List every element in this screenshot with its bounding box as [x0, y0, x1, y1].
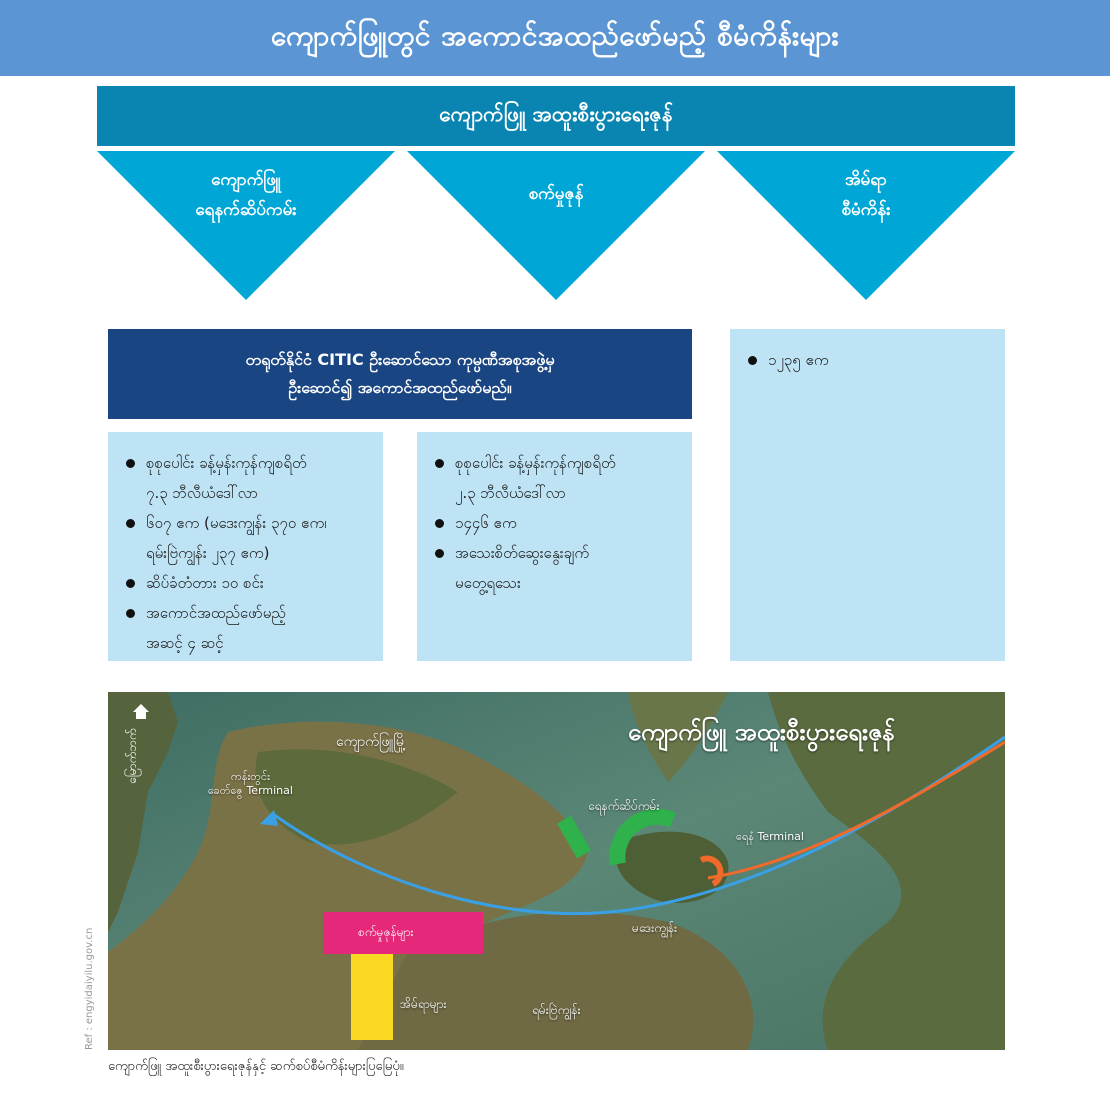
- north-label: မြောက်ဘက်: [125, 728, 139, 784]
- component-housing-label: အိမ်ရာ စီမံကိန်း: [841, 170, 891, 220]
- component-industrial-label: စက်မှုဇုန်: [528, 184, 584, 204]
- list-item: အသေးစိတ်ဆွေးနွေးချက် မတွေ့ရသေး: [431, 538, 678, 598]
- list-item: ၁၂၃၅ ဧက: [744, 345, 991, 375]
- citic-note: တရုတ်နိုင်ငံ CITIC ဦးဆောင်သော ကုမ္ပဏီအစုအဖွဲ့မှ ဦးဆောင်၍ အကောင်အထည်ဖော်မည်။: [108, 329, 692, 419]
- sez-header-bar: ကျောက်ဖြူ အထူးစီးပွားရေးဇုန်: [97, 86, 1015, 146]
- terminal-label: ကန်းတွင်း ခေတ်ဇွေ Terminal: [208, 770, 293, 797]
- component-port-triangle: [97, 151, 395, 301]
- list-item: ၁၄၄၆ ဧက: [431, 508, 678, 538]
- list-item: စုစုပေါင်း ခန့်မှန်းကုန်ကျစရိတ် ၂.၃ ဘီလီယံဒေါ်လာ: [431, 448, 678, 508]
- list-item: ဆိပ်ခံတံတား ၁၀ စင်း: [122, 568, 369, 598]
- sez-map: [108, 692, 1005, 1050]
- component-industrial-triangle: [407, 151, 705, 301]
- map-title: ကျောက်ဖြူ အထူးစီးပွားရေးဇုန်: [628, 718, 895, 746]
- housing-label: အိမ်ရာများ: [400, 997, 447, 1011]
- map-caption: ကျောက်ဖြူ အထူးစီးပွားရေးဇုန်နှင့် ဆက်စပ်စီမံကိန်းများပြမြေပုံ။: [108, 1059, 404, 1074]
- list-item: အကောင်အထည်ဖော်မည့် အဆင့် ၄ ဆင့်: [122, 598, 369, 658]
- list-item: စုစုပေါင်း ခန့်မှန်းကုန်ကျစရိတ် ၇.၃ ဘီလီယံဒေါ်လာ: [122, 448, 369, 508]
- ramree-label: ရမ်းဗြဲကျွန်း: [532, 1003, 581, 1017]
- list-item: ၆၀၇ ဧက (မဒေးကျွန်း ၃၇၀ ဧက၊ ရမ်းဗြဲကျွန်း ၂၃၇ ဧက): [122, 508, 369, 568]
- page-title: ကျောက်ဖြူတွင် အကောင်အထည်ဖော်မည့် စီမံကိန်းများ: [270, 19, 840, 52]
- reference-note: Ref : engyidaiyilu.gov.cn: [84, 927, 95, 1050]
- town-label: ကျောက်ဖြူမြို့: [336, 734, 406, 750]
- component-housing-triangle: [717, 151, 1015, 301]
- madae-label: မဒေးကျွန်း: [632, 921, 678, 935]
- industrial-details-panel: [417, 432, 692, 661]
- housing-zone-block: [351, 954, 393, 1040]
- industrial-zone-label: စက်မှုဇုန်များ: [358, 925, 414, 939]
- oil-terminal-label: ရေနံ Terminal: [736, 830, 804, 843]
- port-label: ရေနက်ဆိပ်ကမ်း: [588, 799, 660, 813]
- port-details-panel: [108, 432, 383, 661]
- housing-details-panel: [730, 329, 1005, 661]
- north-arrow-base: [136, 712, 146, 719]
- component-port-label: ကျောက်ဖြူ ရေနက်ဆိပ်ကမ်း: [195, 170, 297, 220]
- title-banner: [0, 0, 1110, 76]
